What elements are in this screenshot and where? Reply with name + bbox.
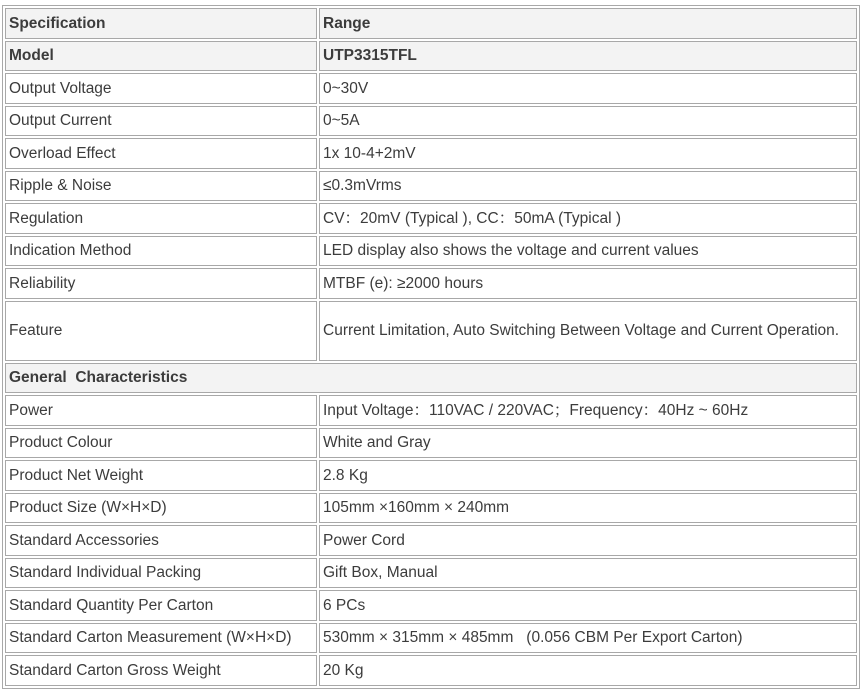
model-value: UTP3315TFL — [319, 41, 857, 72]
spec-label: Output Current — [5, 106, 317, 137]
spec-row-reliability — [5, 268, 857, 299]
char-row-quantity-per-carton — [5, 590, 857, 621]
spec-value: ≤0.3mVrms — [319, 171, 857, 202]
spec-row-regulation — [5, 203, 857, 234]
spec-label: Ripple & Noise — [5, 171, 317, 202]
char-value: 530mm × 315mm × 485mm (0.056 CBM Per Export Carton) — [319, 623, 857, 654]
char-row-accessories — [5, 525, 857, 556]
model-row — [5, 41, 857, 72]
char-label: Product Colour — [5, 428, 317, 459]
char-value: 105mm ×160mm × 240mm — [319, 493, 857, 524]
char-value: 6 PCs — [319, 590, 857, 621]
spec-label: Regulation — [5, 203, 317, 234]
char-label: Standard Quantity Per Carton — [5, 590, 317, 621]
spec-label: Feature — [5, 301, 317, 361]
spec-value: 1x 10-4+2mV — [319, 138, 857, 169]
char-label: Standard Carton Measurement (W×H×D) — [5, 623, 317, 654]
spec-value: 0~30V — [319, 73, 857, 104]
spec-row-output-current — [5, 106, 857, 137]
char-row-carton-gross-weight — [5, 655, 857, 686]
char-label: Standard Individual Packing — [5, 558, 317, 589]
char-row-power — [5, 395, 857, 426]
spec-row-feature — [5, 301, 857, 361]
char-value: 20 Kg — [319, 655, 857, 686]
specification-table — [2, 5, 860, 689]
spec-row-indication-method — [5, 236, 857, 267]
char-row-product-colour — [5, 428, 857, 459]
spec-label: Reliability — [5, 268, 317, 299]
section-heading: General Characteristics — [5, 363, 857, 394]
char-label: Product Size (W×H×D) — [5, 493, 317, 524]
char-row-net-weight — [5, 460, 857, 491]
char-value: Gift Box, Manual — [319, 558, 857, 589]
char-row-carton-measurement — [5, 623, 857, 654]
general-characteristics-heading-row — [5, 363, 857, 394]
spec-value: Current Limitation, Auto Switching Between Voltage and Current Operation. — [319, 301, 857, 361]
spec-label: Indication Method — [5, 236, 317, 267]
spec-value: CV：20mV (Typical ), CC：50mA (Typical ) — [319, 203, 857, 234]
char-label: Power — [5, 395, 317, 426]
spec-value: LED display also shows the voltage and current values — [319, 236, 857, 267]
spec-row-overload-effect — [5, 138, 857, 169]
spec-row-ripple-noise — [5, 171, 857, 202]
char-label: Standard Carton Gross Weight — [5, 655, 317, 686]
char-label: Product Net Weight — [5, 460, 317, 491]
spec-row-output-voltage — [5, 73, 857, 104]
char-row-individual-packing — [5, 558, 857, 589]
spec-value: MTBF (e): ≥2000 hours — [319, 268, 857, 299]
char-row-product-size — [5, 493, 857, 524]
spec-label: Overload Effect — [5, 138, 317, 169]
header-specification: Specification — [5, 8, 317, 39]
char-value: 2.8 Kg — [319, 460, 857, 491]
spec-value: 0~5A — [319, 106, 857, 137]
table-header-row — [5, 8, 857, 39]
header-range: Range — [319, 8, 857, 39]
model-label: Model — [5, 41, 317, 72]
char-label: Standard Accessories — [5, 525, 317, 556]
spec-label: Output Voltage — [5, 73, 317, 104]
char-value: Input Voltage：110VAC / 220VAC；Frequency：40Hz ~ 60Hz — [319, 395, 857, 426]
char-value: White and Gray — [319, 428, 857, 459]
char-value: Power Cord — [319, 525, 857, 556]
